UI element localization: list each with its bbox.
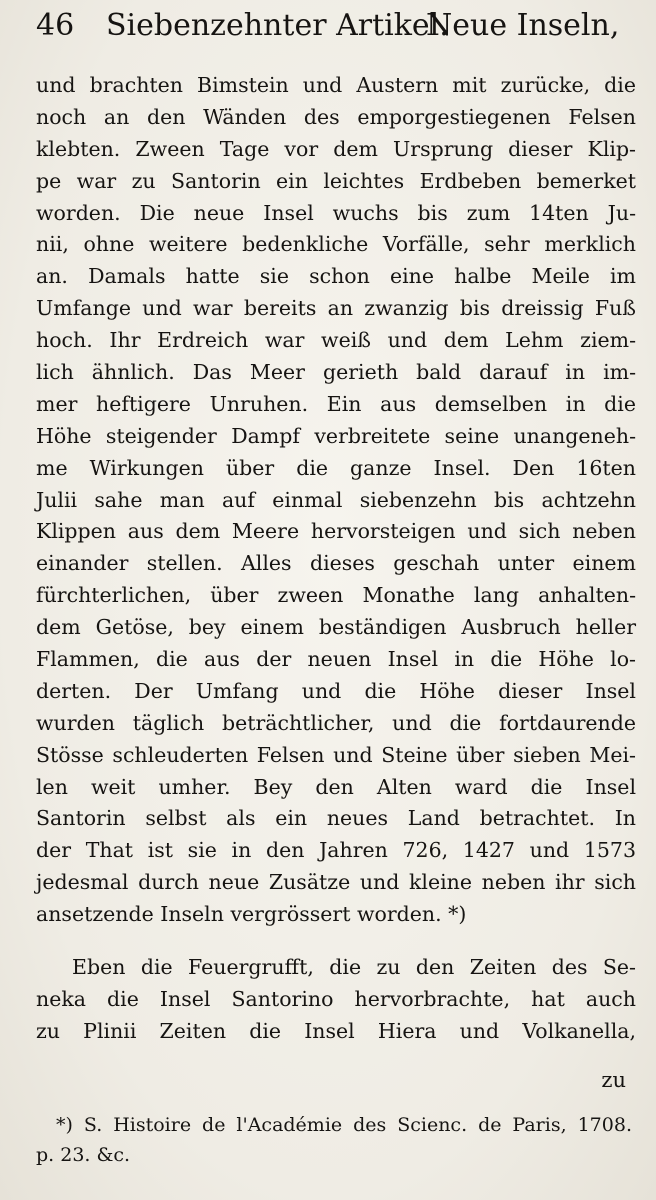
running-title: Siebenzehnter Artikel. [106, 8, 449, 43]
text-line: wurden täglich beträchtlicher, und die fortdaurende [36, 710, 636, 735]
text-line: ansetzende Inseln vergrössert worden. *) [36, 902, 467, 927]
text-line: einander stellen. Alles dieses geschah unter einem [36, 551, 636, 576]
text-line: lich ähnlich. Das Meer gerieth bald darauf in im- [36, 360, 636, 385]
text-line: me Wirkungen über die ganze Insel. Den 16ten [36, 455, 636, 480]
page-number: 46 [36, 8, 75, 43]
text-line: hoch. Ihr Erdreich war weiß und dem Lehm ziem- [36, 328, 636, 353]
text-line: dem Getöse, bey einem beständigen Ausbruch heller [36, 615, 636, 640]
footnote-line: *) S. Histoire de l'Académie des Scienc. de Paris, 1708. [56, 1114, 632, 1136]
text-line: nii, ohne weitere bedenkliche Vorfälle, sehr merklich [36, 232, 636, 257]
text-line: der That ist sie in den Jahren 726, 1427 und 1573 [36, 838, 636, 863]
text-line: Julii sahe man auf einmal siebenzehn bis achtzehn [36, 487, 636, 512]
text-line: zu Plinii Zeiten die Insel Hiera und Volkanella, [36, 1018, 636, 1043]
catchword: zu [601, 1068, 626, 1092]
text-line: derten. Der Umfang und die Höhe dieser Insel [36, 678, 636, 703]
text-line: noch an den Wänden des emporgestiegenen Felsen [36, 104, 636, 129]
paragraph-2 [36, 952, 636, 1048]
paragraph-1 [36, 70, 636, 931]
text-line: und brachten Bimstein und Austern mit zurücke, die [36, 73, 636, 97]
text-line: Eben die Feuergrufft, die zu den Zeiten des Se- [72, 955, 636, 979]
text-line: Umfange und war bereits an zwanzig bis dreissig Fuß [36, 296, 636, 321]
text-line: jedesmal durch neue Zusätze und kleine neben ihr sich [36, 870, 636, 895]
text-line: Flammen, die aus der neuen Insel in die Höhe lo- [36, 647, 636, 672]
running-subtitle: Neue Inseln, [426, 8, 620, 43]
text-line: fürchterlichen, über zween Monathe lang anhalten- [36, 583, 636, 608]
text-line: an. Damals hatte sie schon eine halbe Meile im [36, 264, 636, 289]
footnote [36, 1110, 632, 1170]
text-line: worden. Die neue Insel wuchs bis zum 14ten Ju- [36, 200, 636, 225]
text-line: len weit umher. Bey den Alten ward die Insel [36, 774, 636, 799]
text-line: klebten. Zween Tage vor dem Ursprung dieser Klip- [36, 136, 636, 161]
text-line: Klippen aus dem Meere hervorsteigen und sich neben [36, 519, 636, 544]
text-line: neka die Insel Santorino hervorbrachte, hat auch [36, 986, 636, 1011]
text-line: Stösse schleuderten Felsen und Steine über sieben Mei- [36, 742, 636, 767]
footnote-line: p. 23. &c. [36, 1144, 131, 1166]
text-line: pe war zu Santorin ein leichtes Erdbeben bemerket [36, 168, 636, 193]
text-line: Höhe steigender Dampf verbreitete seine unangeneh- [36, 423, 636, 448]
running-header [18, 2, 642, 54]
text-line: mer heftigere Unruhen. Ein aus demselben in die [36, 391, 636, 416]
text-line: Santorin selbst als ein neues Land betrachtet. In [36, 806, 636, 831]
